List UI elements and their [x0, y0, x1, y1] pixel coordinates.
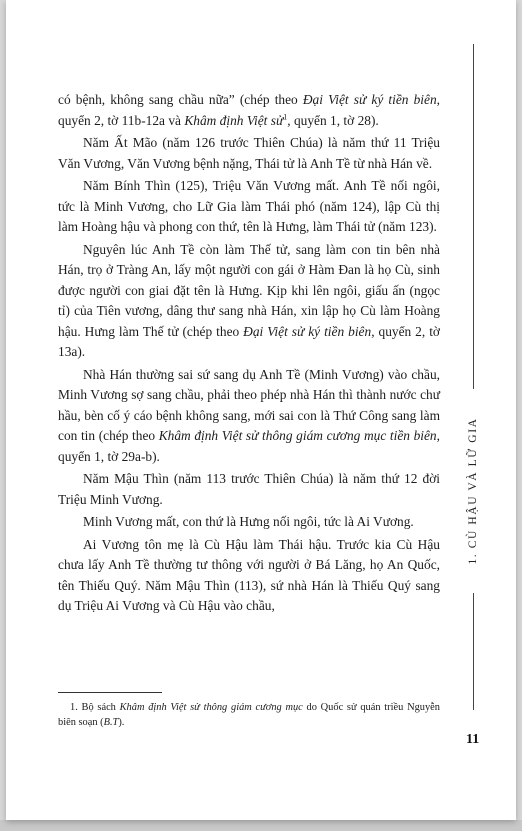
paragraph: [58, 535, 440, 617]
page-shadow: [0, 820, 522, 831]
text-run: do Quốc sử quán triều Nguyễn biên soạn (: [58, 702, 440, 728]
side-rule-top: [473, 44, 474, 389]
footnote-separator: [58, 692, 162, 693]
paragraph: [58, 133, 440, 174]
italic-title: Đại Việt sử ký tiền biên: [243, 323, 372, 339]
page-number: 11: [466, 732, 480, 747]
text-run: Năm Bính Thìn (125), Triệu Văn Vương mất. Anh Tề nối ngôi, tức là Minh Vương, cho Lữ Gia làm Thái phó (năm 124), lập Cù thị làm Hoàng hậu và phong con thứ, tên là Hưng, làm Thái tử (năm 123).: [58, 178, 440, 234]
text-run: Ai Vương tôn mẹ là Cù Hậu làm Thái hậu. Trước kia Cù Hậu chưa lấy Anh Tề thường tư thông với người ở Bá Lăng, họ An Quốc, tên Thiếu Quý. Năm Mậu Thìn (113), sứ nhà Hán là Thiếu Quý sang dụ Triệu Ai Vương và Cù Hậu vào chầu,: [58, 536, 440, 613]
paragraph: [58, 365, 440, 468]
text-run: ).: [118, 717, 125, 728]
italic-title: Khâm định Việt sử: [184, 112, 284, 128]
text-run: 1. Bộ sách: [70, 702, 120, 713]
footnote-marker: 1: [283, 112, 288, 122]
paragraph: [58, 176, 440, 238]
footnote: [58, 700, 440, 730]
paragraph: [58, 240, 440, 363]
book-page: [6, 0, 516, 820]
text-run: , quyển 1, tờ 29a-b).: [58, 428, 440, 464]
side-rule-bottom: [473, 593, 474, 710]
text-run: có bệnh, không sang chầu nữa” (chép theo: [58, 92, 303, 107]
italic-title: Khâm định Việt sử thông giám cương mục tiền biên: [158, 428, 437, 443]
italic-title: B.T: [103, 717, 119, 728]
paragraph: [58, 512, 440, 533]
text-run: , quyển 2, tờ 13a).: [58, 323, 440, 359]
body-text: [58, 90, 440, 617]
text-run: Minh Vương mất, con thứ là Hưng nối ngôi, tức là Ai Vương.: [83, 514, 414, 529]
text-run: , quyển 1, tờ 28).: [287, 112, 379, 128]
text-run: , quyển 2, tờ 11b-12a và: [58, 92, 440, 128]
text-run: Nhà Hán thường sai sứ sang dụ Anh Tề (Minh Vương) vào chầu, Minh Vương sợ sang chầu, phải theo phép nhà Hán thì thành nước chư hầu, bèn cố ý cáo bệnh không sang, mới sai con là Thứ Công sang làm con tin (chép theo: [58, 366, 440, 443]
chapter-side-title: 1. CÙ HẬU VÀ LỮ GIA: [467, 417, 479, 565]
italic-title: Đại Việt sử ký tiền biên: [302, 92, 437, 107]
text-run: Nguyên lúc Anh Tề còn làm Thế tử, sang làm con tin bên nhà Hán, trọ ở Tràng An, lấy một người con gái ở Hàm Đan là họ Cù, sinh được người con giai đặt tên là Hưng. Kịp khi lên ngôi, giấu ấn (ngọc tỉ) của Tiên vương, dâng thư sang nhà Hán, xin lập họ Cù làm Hoàng hậu. Hưng làm Thế tử (chép theo: [58, 241, 440, 339]
paragraph: [58, 90, 440, 131]
italic-title: Khâm định Việt sử thông giám cương mục: [119, 702, 303, 713]
paragraph: [58, 469, 440, 510]
text-run: Năm Ất Mão (năm 126 trước Thiên Chúa) là năm thứ 11 Triệu Văn Vương, Văn Vương bệnh nặng, Thái tử là Anh Tề từ nhà Hán về.: [58, 135, 440, 171]
text-run: Năm Mậu Thìn (năm 113 trước Thiên Chúa) là năm thứ 12 đời Triệu Minh Vương.: [58, 471, 440, 507]
